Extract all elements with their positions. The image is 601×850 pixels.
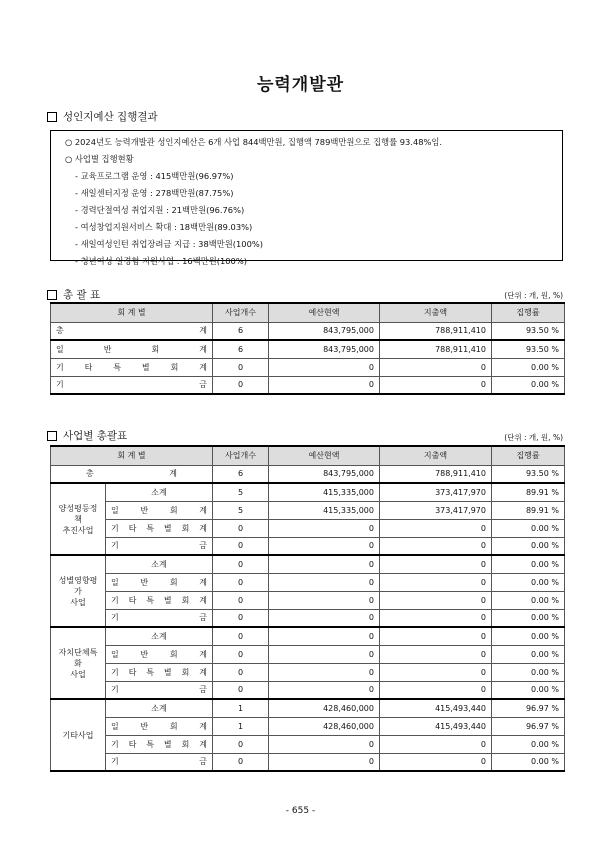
label-char: 회 [181,667,190,677]
header-cell: 사업개수 [213,446,269,465]
table-row [51,681,565,699]
budget-cell: 0 [269,519,380,537]
spent-cell: 0 [380,358,492,376]
label-char: 계 [199,577,207,587]
budget-cell: 428,460,000 [269,699,380,717]
spent-cell: 788,911,410 [380,465,492,483]
sub-label [106,753,213,771]
spent-cell: 788,911,410 [380,340,492,358]
row-label [51,376,213,394]
label-char: 특 [113,362,122,372]
header-cell: 회 계 별 [51,446,213,465]
header-cell: 예산현액 [269,303,380,322]
count-cell: 0 [213,609,269,627]
label-char: 기 [111,523,119,533]
table-row [51,358,565,376]
table-row [51,537,565,555]
label-char: 일 [111,577,119,587]
group-name-line: 사업 [70,669,86,679]
label-char: 일 [111,649,119,659]
rate-cell: 0.00 % [492,753,565,771]
header-cell: 예산현액 [269,446,380,465]
checkbox-square-icon [47,112,57,122]
row-label [51,358,213,376]
label-char: 회 [169,721,178,731]
label-char: 총 [86,469,94,479]
spent-cell: 0 [380,681,492,699]
budget-cell: 0 [269,663,380,681]
header-cell: 지출액 [380,446,492,465]
label-spread [111,649,207,660]
label-spread [111,577,207,588]
rate-cell: 96.97 % [492,699,565,717]
table-row [51,501,565,519]
spent-cell: 0 [380,735,492,753]
label-spread [111,684,207,695]
spent-cell: 0 [380,753,492,771]
count-cell: 1 [213,699,269,717]
label-char: 회 [169,505,178,515]
budget-cell: 0 [269,358,380,376]
label-char: 기 [111,541,119,551]
label-char: 회 [151,344,160,354]
group-name-line: 양성평등정책 [58,503,98,524]
sub-label [106,681,213,699]
label-char: 타 [128,595,137,605]
budget-cell: 0 [269,627,380,645]
summary-bullet-2: ○ 사업별 집행현황 [65,154,134,164]
budget-cell: 0 [269,591,380,609]
row-label [51,322,213,340]
label-char: 금 [199,613,207,623]
label-spread [111,667,207,678]
label-spread [111,523,207,534]
table-row [51,753,565,771]
rate-cell: 0.00 % [492,663,565,681]
sub-label: 소계 [106,555,213,573]
label-char: 특 [146,595,155,605]
label-char: 반 [140,577,149,587]
checkbox-square-icon [47,290,57,300]
sub-label [106,663,213,681]
label-spread [111,595,207,606]
rate-cell: 0.00 % [492,573,565,591]
budget-cell: 0 [269,537,380,555]
count-cell: 1 [213,717,269,735]
summary-item: - 경력단절여성 취업지원 : 21백만원(96.76%) [75,205,245,215]
sub-label [106,717,213,735]
sub-label: 소계 [106,627,213,645]
label-char: 총 [56,326,64,336]
label-spread [111,540,207,551]
budget-cell: 0 [269,555,380,573]
spent-cell: 0 [380,519,492,537]
label-char: 특 [146,523,155,533]
sub-label [106,501,213,519]
header-cell: 지출액 [380,303,492,322]
label-char: 계 [199,667,207,677]
spent-cell: 0 [380,376,492,394]
label-spread [56,468,207,479]
label-char: 회 [181,523,190,533]
budget-cell: 0 [269,609,380,627]
rate-cell: 0.00 % [492,537,565,555]
label-char: 기 [111,595,119,605]
label-char: 금 [199,685,207,695]
count-cell: 0 [213,735,269,753]
page-number: - 655 - [285,806,316,816]
label-char: 타 [128,739,137,749]
label-char: 반 [140,721,149,731]
label-spread [56,325,207,336]
budget-cell: 843,795,000 [269,340,380,358]
label-spread [56,362,207,373]
spent-cell: 0 [380,663,492,681]
label-char: 반 [103,344,112,354]
label-char: 금 [199,757,207,767]
spent-cell: 415,493,440 [380,699,492,717]
group-name-cell [51,555,106,627]
budget-cell: 843,795,000 [269,465,380,483]
table-row [51,573,565,591]
count-cell: 0 [213,376,269,394]
label-char: 계 [199,523,207,533]
rate-cell: 0.00 % [492,645,565,663]
checkbox-square-icon [47,431,57,441]
label-char: 기 [111,613,119,623]
table-row [51,735,565,753]
summary-item: - 교육프로그램 운영 : 415백만원(96.97%) [75,171,234,181]
table-row [51,519,565,537]
program-table [50,445,565,772]
label-spread [111,505,207,516]
page-title: 능력개발관 [256,75,345,95]
label-char: 기 [56,362,64,372]
table-row [51,483,565,501]
label-spread [111,612,207,623]
label-char: 일 [56,344,64,354]
label-char: 기 [111,685,119,695]
summary-item: - 청년여성 일경험 지원사업 : 16백만원(100%) [75,256,247,266]
label-char: 별 [163,523,172,533]
rate-cell: 93.50 % [492,322,565,340]
group-name-line: 추진사업 [62,525,94,535]
label-char: 기 [56,380,64,390]
label-char: 계 [199,595,207,605]
table-row [51,591,565,609]
label-char: 계 [199,505,207,515]
table-row [51,663,565,681]
label-char: 회 [181,739,190,749]
summary-table [50,302,565,395]
label-spread [111,756,207,767]
label-char: 특 [146,739,155,749]
count-cell: 0 [213,519,269,537]
section3-heading: 사업별 총괄표 [47,428,127,443]
spent-cell: 0 [380,537,492,555]
sub-label [106,735,213,753]
row-label [51,465,213,483]
spent-cell: 0 [380,573,492,591]
group-name-line: 성별영향평가 [58,575,98,596]
label-char: 별 [163,739,172,749]
sub-label [106,645,213,663]
header-cell: 회 계 별 [51,303,213,322]
summary-item: - 여성창업지원서비스 확대 : 18백만원(89.03%) [75,222,253,232]
table-header-row [51,446,565,465]
count-cell: 6 [213,322,269,340]
label-char: 금 [199,380,207,390]
label-char: 반 [140,649,149,659]
label-char: 계 [199,649,207,659]
spent-cell: 415,493,440 [380,717,492,735]
count-cell: 6 [213,465,269,483]
spent-cell: 0 [380,591,492,609]
rate-cell: 0.00 % [492,735,565,753]
budget-cell: 428,460,000 [269,717,380,735]
spent-cell: 0 [380,645,492,663]
budget-cell: 0 [269,573,380,591]
sub-label: 소계 [106,699,213,717]
table-row [51,627,565,645]
rate-cell: 89.91 % [492,483,565,501]
count-cell: 0 [213,663,269,681]
label-char: 회 [181,595,190,605]
table-row [51,376,565,394]
unit-label: (단위 : 개, 원, %) [504,291,563,300]
label-char: 기 [111,757,119,767]
rate-cell: 0.00 % [492,519,565,537]
group-name-line: 자치단체특화 [58,647,98,668]
budget-cell: 415,335,000 [269,501,380,519]
row-label [51,340,213,358]
rate-cell: 0.00 % [492,681,565,699]
label-char: 금 [199,541,207,551]
sub-label [106,609,213,627]
label-char: 계 [199,362,207,372]
section1-heading: 성인지예산 집행결과 [47,109,158,124]
budget-cell: 0 [269,645,380,663]
table-row [51,717,565,735]
budget-cell: 0 [269,735,380,753]
label-char: 타 [128,667,137,677]
table-row [51,555,565,573]
table-row [51,609,565,627]
budget-cell: 0 [269,376,380,394]
summary-box [50,130,563,266]
table-row [51,322,565,340]
rate-cell: 0.00 % [492,358,565,376]
spent-cell: 0 [380,555,492,573]
label-char: 일 [111,721,119,731]
label-char: 계 [199,344,207,354]
rate-cell: 0.00 % [492,609,565,627]
table-row [51,645,565,663]
label-char: 기 [111,739,119,749]
spent-cell: 788,911,410 [380,322,492,340]
group-name-line: 기타사업 [62,730,94,740]
spent-cell: 0 [380,627,492,645]
spent-cell: 373,417,970 [380,501,492,519]
count-cell: 0 [213,645,269,663]
rate-cell: 93.50 % [492,465,565,483]
sub-label: 소계 [106,483,213,501]
count-cell: 0 [213,681,269,699]
label-char: 반 [140,505,149,515]
count-cell: 0 [213,591,269,609]
budget-cell: 0 [269,681,380,699]
sub-label [106,573,213,591]
header-cell: 집행률 [492,303,565,322]
summary-bullet-1: ○ 2024년도 능력개발관 성인지예산은 6개 사업 844백만원, 집행액 789백만원으로 집행률 93.48%임. [65,137,443,147]
budget-cell: 843,795,000 [269,322,380,340]
label-char: 회 [169,577,178,587]
header-cell: 사업개수 [213,303,269,322]
count-cell: 0 [213,358,269,376]
label-char: 특 [146,667,155,677]
count-cell: 5 [213,483,269,501]
label-char: 기 [111,667,119,677]
count-cell: 0 [213,537,269,555]
header-cell: 집행률 [492,446,565,465]
rate-cell: 96.97 % [492,717,565,735]
spent-cell: 0 [380,609,492,627]
label-char: 계 [169,469,177,479]
summary-item: - 새일여성인턴 취업장려금 지급 : 38백만원(100%) [75,239,263,249]
sub-label [106,537,213,555]
label-char: 타 [128,523,137,533]
group-name-cell [51,627,106,699]
count-cell: 0 [213,555,269,573]
label-char: 계 [199,721,207,731]
label-spread [56,379,207,390]
group-name-cell [51,699,106,771]
rate-cell: 93.50 % [492,340,565,358]
count-cell: 0 [213,627,269,645]
rate-cell: 89.91 % [492,501,565,519]
table-header-row [51,303,565,322]
label-char: 회 [170,362,179,372]
count-cell: 0 [213,573,269,591]
total-row [51,465,565,483]
rate-cell: 0.00 % [492,591,565,609]
label-char: 별 [163,667,172,677]
label-char: 계 [199,739,207,749]
summary-item: - 새일센터지정 운영 : 278백만원(87.75%) [75,188,234,198]
rate-cell: 0.00 % [492,376,565,394]
section2-heading: 총 괄 표 [47,287,100,302]
count-cell: 0 [213,753,269,771]
label-char: 별 [163,595,172,605]
group-name-line: 사업 [70,597,86,607]
label-spread [56,344,207,355]
budget-cell: 415,335,000 [269,483,380,501]
label-spread [111,721,207,732]
label-char: 계 [199,326,207,336]
rate-cell: 0.00 % [492,627,565,645]
spent-cell: 373,417,970 [380,483,492,501]
group-name-cell [51,483,106,555]
budget-cell: 0 [269,753,380,771]
sub-label [106,519,213,537]
sub-label [106,591,213,609]
table-row [51,699,565,717]
table-row [51,340,565,358]
unit-label: (단위 : 개, 원, %) [504,433,563,442]
label-spread [111,739,207,750]
label-char: 별 [141,362,150,372]
count-cell: 5 [213,501,269,519]
label-char: 타 [84,362,93,372]
label-char: 회 [169,649,178,659]
rate-cell: 0.00 % [492,555,565,573]
label-char: 일 [111,505,119,515]
count-cell: 6 [213,340,269,358]
